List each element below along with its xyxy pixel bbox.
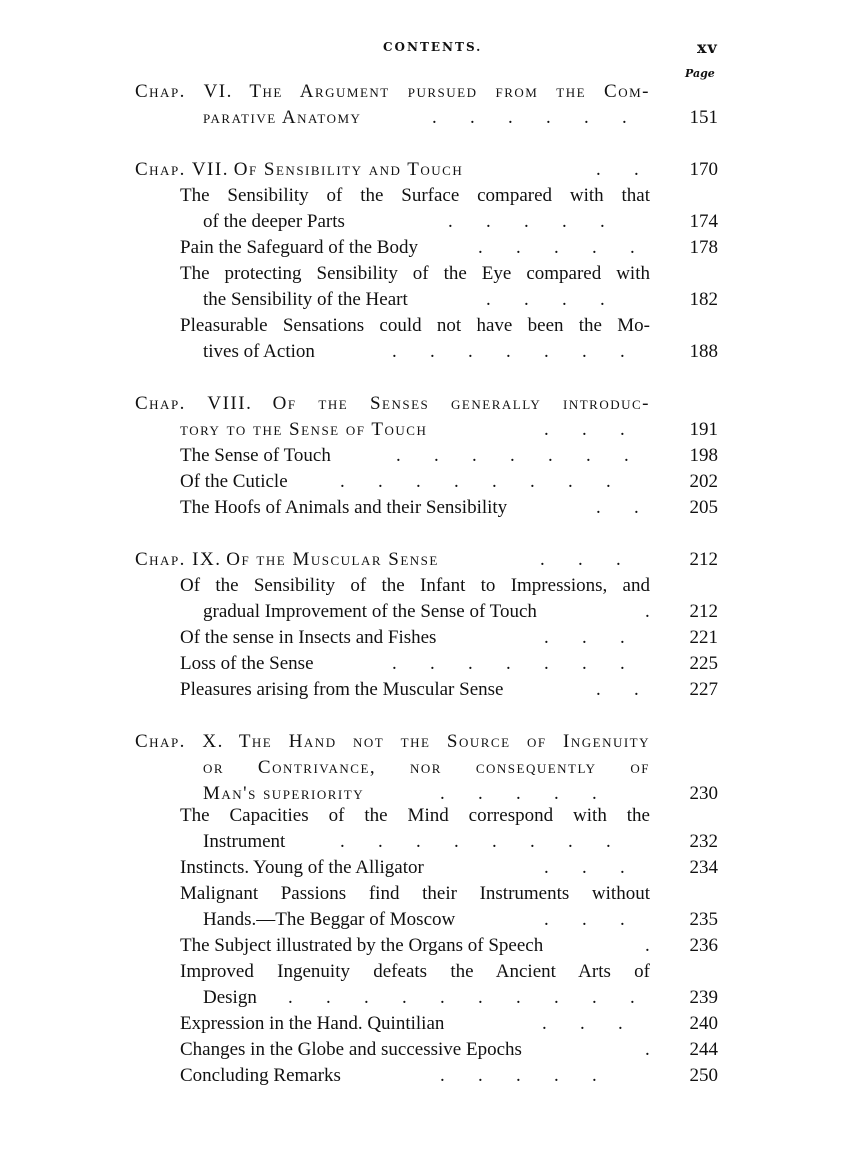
chapter-7-label: Chap. VII. [135,159,229,180]
chapter-8-title-line-2: tory to the Sense of Touch [180,419,428,440]
section-page: 178 [689,237,718,258]
leader-dots: . . . [544,419,625,440]
section-line: The Hoofs of Animals and their Sensibility [180,497,508,518]
section-line: Changes in the Globe and successive Epochs [180,1039,522,1060]
leader-dots: . . . [544,857,625,878]
leader-dots: . . . [544,909,625,930]
leader-dots: . . . . . . . [392,653,625,674]
leader-dots: . . [596,679,639,700]
chapter-10-page: 230 [689,783,718,804]
chapter-9-page: 212 [689,549,718,570]
leader-dots: . [645,935,650,956]
chapter-6-page: 151 [689,107,718,128]
section-line: the Sensibility of the Heart [203,289,408,310]
leader-dots: . . . [544,627,625,648]
leader-dots: . . . . . . . . . . [288,987,635,1008]
section-line: Hands.—The Beggar of Moscow [203,909,456,930]
chapter-7-page: 170 [689,159,718,180]
section-line: The Sense of Touch [180,445,331,466]
section-line: Expression in the Hand. Quintilian [180,1013,445,1034]
section-page: 234 [689,857,718,878]
section-page: 239 [689,987,718,1008]
section-line: Design [203,987,257,1008]
chapter-9-label: Chap. IX. [135,549,222,570]
section-line: Of the Sensibility of the Infant to Impressions, and [180,575,650,596]
chapter-8-title-line-1: Chap. VIII. Of the Senses generally introduc- [135,393,651,414]
leader-dots: . . . . . . . [396,445,629,466]
section-line: Loss of the Sense [180,653,314,674]
section-page: 212 [689,601,718,622]
leader-dots: . . . . . . [432,107,627,128]
section-line: Pleasurable Sensations could not have been the Mo- [180,315,650,336]
chapter-7-title-line-1: Chap. VII. Of Sensibility and Touch [135,159,464,180]
section-page: 188 [689,341,718,362]
section-page: 182 [689,289,718,310]
chapter-9-title-line-1: Chap. IX. Of the Muscular Sense [135,549,439,570]
section-page: 205 [689,497,718,518]
section-line: Pleasures arising from the Muscular Sense [180,679,504,700]
chapter-10-title-line-3: Man's superiority [203,783,365,804]
section-page: 232 [689,831,718,852]
chapter-8-page: 191 [689,419,718,440]
leader-dots: . . . . . [440,1065,597,1086]
leader-dots: . . . . . . . . [340,471,611,492]
leader-dots: . . . . . . . [392,341,625,362]
chapter-6-label: Chap. VI. [135,81,233,102]
section-page: 235 [689,909,718,930]
section-page: 240 [689,1013,718,1034]
chapter-10-label: Chap. X. [135,731,224,752]
section-line: Malignant Passions find their Instruments without [180,883,650,904]
section-page: 250 [689,1065,718,1086]
section-page: 174 [689,211,718,232]
section-line: The protecting Sensibility of the Eye compared with [180,263,650,284]
leader-dots: . . [596,497,639,518]
section-line: Pain the Safeguard of the Body [180,237,418,258]
section-page: 244 [689,1039,718,1060]
leader-dots: . [645,1039,650,1060]
leader-dots: . . . . [486,289,605,310]
leader-dots: . [645,601,650,622]
section-line: Concluding Remarks [180,1065,341,1086]
leader-dots: . . . . . [478,237,635,258]
section-line: Instrument [203,831,286,852]
section-line: Instincts. Young of the Alligator [180,857,424,878]
leader-dots: . . . . . . . . [340,831,611,852]
section-page: 227 [689,679,718,700]
leader-dots: . . . . . [440,783,597,804]
section-line: gradual Improvement of the Sense of Touch [203,601,537,622]
chapter-10-title-line-2: or Contrivance, nor consequently of [203,757,650,778]
chapter-10-title-line-1: Chap. X. The Hand not the Source of Ingenuity [135,731,651,752]
section-page: 221 [689,627,718,648]
section-line: The Sensibility of the Surface compared with that [180,185,650,206]
section-page: 198 [689,445,718,466]
section-line: Improved Ingenuity defeats the Ancient Arts of [180,961,650,982]
section-line: tives of Action [203,341,315,362]
running-title: CONTENTS. [383,40,483,54]
section-line: The Subject illustrated by the Organs of Speech [180,935,544,956]
leader-dots: . . . [540,549,621,570]
section-page: 202 [689,471,718,492]
chapter-8-label: Chap. VIII. [135,393,253,414]
page-column-label: Page [685,67,715,80]
leader-dots: . . . [542,1013,623,1034]
section-page: 236 [689,935,718,956]
running-header [0,40,850,60]
section-line: of the deeper Parts [203,211,345,232]
section-page: 225 [689,653,718,674]
chapter-6-title-line-2: parative Anatomy [203,107,362,128]
section-line: Of the Cuticle [180,471,288,492]
leader-dots: . . [596,159,639,180]
leader-dots: . . . . . [448,211,605,232]
section-line: Of the sense in Insects and Fishes [180,627,437,648]
section-line: The Capacities of the Mind correspond with the [180,805,650,826]
page-number: xv [697,38,718,57]
chapter-6-title-line-1: Chap. VI. The Argument pursued from the Com- [135,81,651,102]
